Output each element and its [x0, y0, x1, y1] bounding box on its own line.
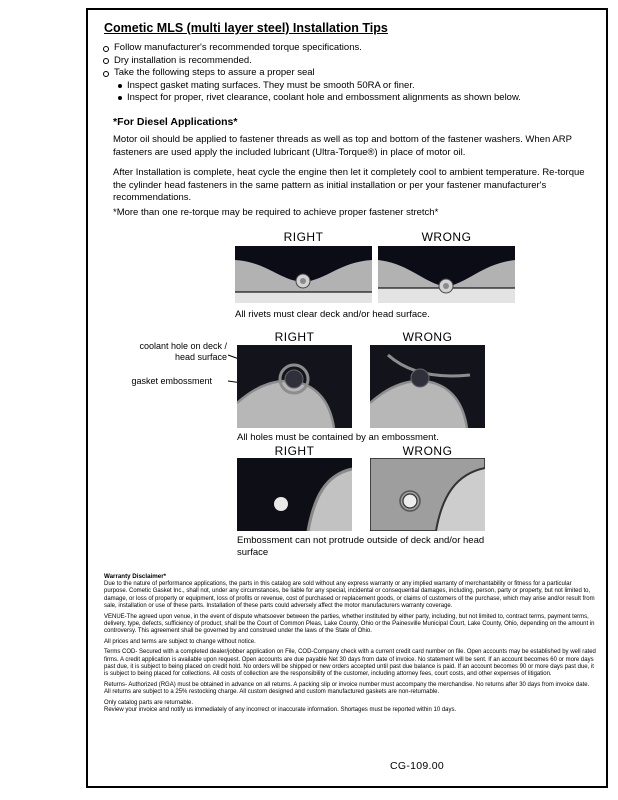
right-label: RIGHT	[274, 444, 315, 458]
rivet-clearance-right-diagram	[235, 246, 372, 303]
rivet-clearance-wrong-diagram	[378, 246, 515, 303]
filled-bullet-icon	[118, 96, 122, 100]
row2-caption: All holes must be contained by an embossment.	[237, 432, 439, 443]
tip-text: Inspect gasket mating surfaces. They must be smooth 50RA or finer.	[127, 79, 415, 91]
tip-text: Dry installation is recommended.	[114, 54, 252, 66]
retorque-note: *More than one re-torque may be required to achieve proper fastener stretch*	[113, 207, 439, 218]
right-label: RIGHT	[283, 230, 324, 244]
disclaimer-heading: Warranty Disclaimer*	[104, 573, 167, 580]
hollow-bullet-icon	[103, 46, 109, 52]
hollow-bullet-icon	[103, 58, 109, 64]
filled-bullet-icon	[118, 84, 122, 88]
coolant-hole-label: coolant hole on deck / head surface	[139, 341, 227, 362]
disclaimer-paragraph: All prices and terms are subject to change without notice.	[104, 638, 256, 645]
list-item	[103, 42, 603, 55]
page-number: CG-109.00	[389, 760, 445, 772]
disclaimer-paragraph: Only catalog parts are returnable.	[104, 699, 194, 706]
wrong-label: WRONG	[402, 444, 453, 458]
disclaimer-paragraph: Returns- Authorized (RGA) must be obtained in advance on all returns. A packing slip or invoice number must accompany the merchandise. No returns after 30 days from invoice date. All returns are subject to a 25% restocking charge. All custom designed and custom manufactured gaskets are non-returnable.	[104, 681, 590, 695]
list-item	[103, 55, 603, 68]
embossment-containment-right-diagram	[237, 345, 352, 428]
page-title: Cometic MLS (multi layer steel) Installation Tips	[104, 21, 388, 35]
embossment-protrusion-wrong-diagram	[370, 458, 485, 531]
embossment-protrusion-right-diagram	[237, 458, 352, 531]
list-item	[103, 67, 603, 80]
tip-text: Follow manufacturer's recommended torque specifications.	[114, 42, 362, 53]
diesel-heading: *For Diesel Applications*	[113, 116, 238, 128]
row3-caption: Embossment can not protrude outside of deck and/or head surface	[237, 535, 485, 558]
disclaimer-paragraph: Due to the nature of performance applications, the parts in this catalog are sold without any express warranty or any implied warranty of merchantability or fitness for a particular purpose. Cometic Gasket Inc., shall not, under any circumstances, be liable for any special, incidental or consequential damages, including, person, party or property, but not limited to, damage, or loss of property or equipment, loss of profits or revenue, cost of purchased or replacement goods, or claims of customers of the purchase, which may arise and/or result from sale, installation or use of these parts. Installation of these parts could adversely affect the motor manufacturers warranty coverage.	[104, 581, 595, 609]
diesel-paragraph-2: After Installation is complete, heat cycle the engine then let it completely cool to ambient temperature. Re-torque the cylinder head fasteners in the same pattern as initial installation or per your fastener manufacturer's recommendations.	[113, 167, 585, 203]
gasket-embossment-label: gasket embossment	[131, 376, 212, 386]
diesel-paragraph-1: Motor oil should be applied to fastener threads as well as top and bottom of the fastener washers. When ARP fasteners are used apply the included lubricant (Ultra-Torque®) in place of motor oil.	[113, 134, 572, 158]
list-item	[118, 80, 603, 93]
wrong-label: WRONG	[402, 330, 453, 344]
list-item	[118, 92, 603, 105]
tip-text: Inspect for proper, rivet clearance, coolant hole and embossment alignments as shown below.	[127, 92, 521, 103]
hollow-bullet-icon	[103, 71, 109, 77]
disclaimer-paragraph: Terms COD- Secured with a completed dealer/jobber application on File, COD-Company check with a current credit card number on file. Open accounts may be established by well rated firms. A credit application is available upon request. Open accounts are due payable Net 30 days from date of invoice. No statement will be sent. If an account becomes 60 or more days past due, it is subject to being placed on credit hold. No orders will be shipped or new orders accepted until past due balance is paid. If an account becomes 90 or more days past due, it is subject to being placed for collections. All costs of collection are the responsibility of the customer, including attorney fees, court costs, and other expenses of litigation.	[104, 649, 596, 677]
wrong-label: WRONG	[421, 230, 472, 244]
right-label: RIGHT	[274, 330, 315, 344]
warranty-disclaimer	[104, 573, 596, 717]
tip-text: Take the following steps to assure a proper seal	[114, 67, 315, 78]
row1-caption: All rivets must clear deck and/or head surface.	[235, 309, 430, 320]
disclaimer-paragraph: Review your invoice and notify us immediately of any incorrect or inaccurate information. Shortages must be reported within 10 days.	[104, 706, 457, 713]
installation-tips-list	[103, 42, 603, 105]
embossment-containment-wrong-diagram	[370, 345, 485, 428]
disclaimer-paragraph: VENUE-The agreed upon venue, in the event of dispute whatsoever between the parties, whether instituted by either party, including, but not limited to, contract terms, payment terms, delivery, type, defects, sufficiency of product, shall be the Court of Common Pleas, Lake County, Ohio or the Painesville Municipal Court, Lake County, Ohio, depending on the amount in controversy. This agreement shall be governed by and construed under the laws of the State of Ohio.	[104, 613, 595, 634]
